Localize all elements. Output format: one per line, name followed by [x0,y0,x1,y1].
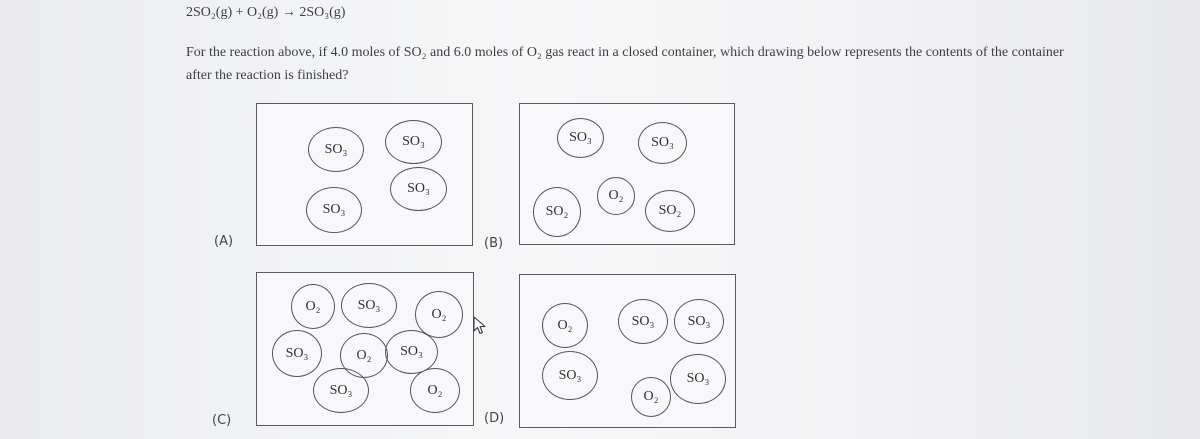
molecule: SO₃ [306,187,362,233]
molecule: SO₂ [533,187,581,237]
option-c-label[interactable]: (C) [212,413,232,428]
molecule: SO₃ [618,299,668,344]
question-text: For the reaction above, if 4.0 moles of SO₂ and 6.0 moles of O₂ gas react in a closed container, which drawing below represents the contents of the container after the reaction is finished? [186,45,1064,83]
molecule: SO₃ [308,127,364,172]
molecule: O₂ [291,284,335,329]
molecule: SO₃ [670,354,726,404]
molecule: SO₃ [385,120,442,164]
molecule: SO₃ [385,330,438,374]
option-d-label[interactable]: (D) [484,411,505,426]
molecule: SO₃ [390,167,447,211]
option-b-label[interactable]: (B) [484,236,504,251]
option-a-label[interactable]: (A) [214,234,234,249]
molecule: SO₃ [272,330,322,377]
option-d-box[interactable] [519,274,736,428]
molecule: O₂ [597,177,635,215]
molecule: O₂ [415,291,463,338]
molecule: SO₃ [341,283,397,328]
mouse-pointer-icon [473,316,487,336]
molecule: SO₂ [645,190,695,232]
molecule: O₂ [631,377,671,417]
molecule: O₂ [410,368,460,413]
molecule: SO₃ [313,368,369,413]
molecule: O₂ [340,333,388,378]
molecule: SO₃ [638,122,687,164]
molecule: O₂ [542,303,588,348]
molecule: SO₃ [542,351,598,400]
molecule: SO₃ [557,118,604,158]
equation: 2SO₂(g) + O₂(g) → 2SO₃(g) [186,5,346,20]
molecule: SO₃ [674,299,724,344]
